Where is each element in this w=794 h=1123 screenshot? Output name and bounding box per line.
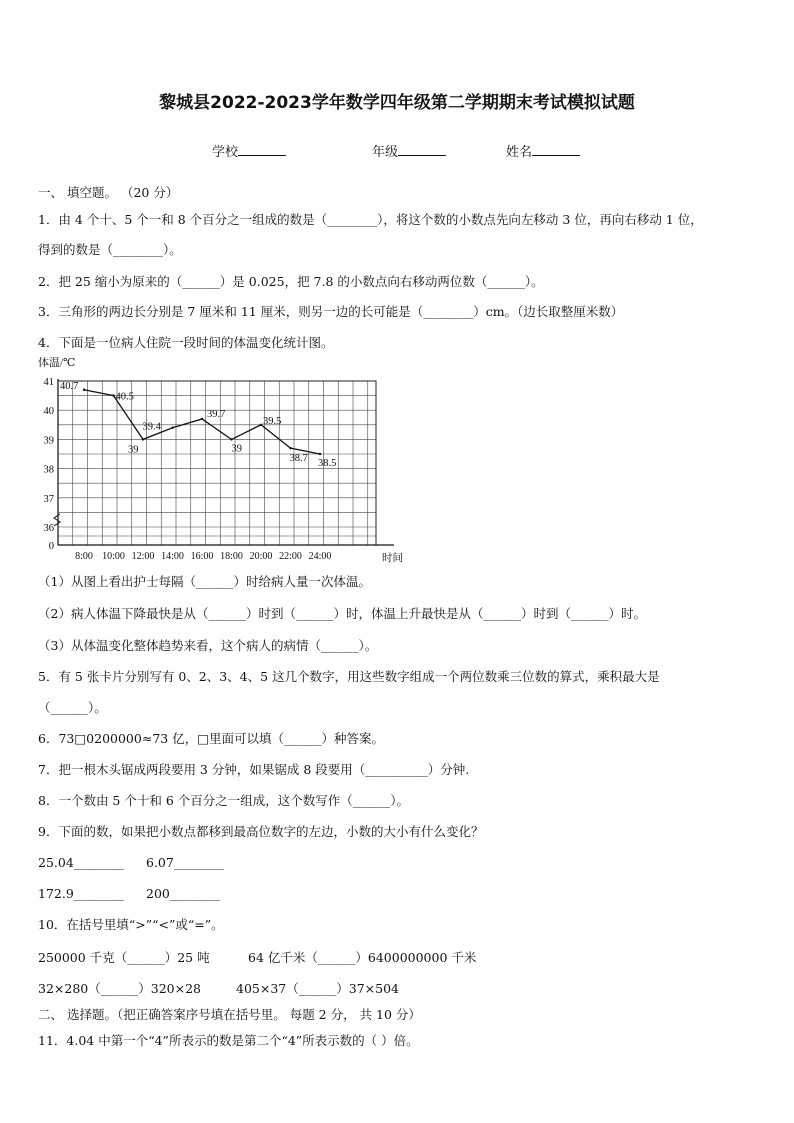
grade-label: 年级 bbox=[372, 145, 399, 160]
y-tick-label: 39 bbox=[43, 435, 54, 447]
x-tick-label: 8:00 bbox=[75, 551, 93, 562]
data-point bbox=[142, 438, 144, 440]
school-field[interactable] bbox=[212, 141, 286, 160]
y-tick-label: 38 bbox=[43, 464, 54, 476]
data-label: 39.7 bbox=[207, 408, 226, 420]
question-4-part-3: （3）从体温变化整体趋势来看，这个病人的病情（______）。 bbox=[38, 638, 378, 653]
data-label: 39 bbox=[128, 444, 139, 456]
grade-field[interactable] bbox=[372, 141, 446, 160]
data-label: 40.5 bbox=[115, 391, 134, 403]
data-label: 39.4 bbox=[142, 421, 161, 433]
question-7: 7．把一根木头锯成两段要用 3 分钟，如果锯成 8 段要用（__________）分钟. bbox=[38, 762, 470, 777]
question-8: 8．一个数由 5 个十和 6 个百分之一组成，这个数写作（______）。 bbox=[38, 793, 410, 808]
name-label: 姓名 bbox=[506, 145, 533, 160]
question-10-item: 32×280（______）320×28 bbox=[38, 981, 201, 996]
x-tick-label: 16:00 bbox=[190, 551, 214, 562]
question-10: 10．在括号里填“>”“<”或“=”。 bbox=[38, 917, 224, 932]
x-tick-label: 20:00 bbox=[249, 551, 273, 562]
section-2-heading: 二、 选择题。（把正确答案序号填在括号里。 每题 2 分， 共 10 分） bbox=[38, 1007, 421, 1022]
y-axis-label: 体温/℃ bbox=[38, 357, 76, 369]
temperature-line-chart bbox=[38, 352, 408, 564]
data-point bbox=[171, 427, 173, 429]
question-4: 4．下面是一位病人住院一段时间的体温变化统计图。 bbox=[38, 335, 334, 350]
name-field[interactable] bbox=[506, 141, 580, 160]
question-9: 9．下面的数，如果把小数点都移到最高位数字的左边，小数的大小有什么变化？ bbox=[38, 824, 484, 839]
data-label: 39.5 bbox=[263, 415, 282, 427]
y-tick-label: 41 bbox=[43, 377, 54, 388]
question-5-line-1: 5．有 5 张卡片分别写有 0、2、3、4、5 这几个数字，用这些数字组成一个两位数乘三位数的算式，乘积最大是 bbox=[38, 669, 660, 684]
question-10-item: 250000 千克（______）25 吨 bbox=[38, 950, 210, 965]
y-tick-label: 40 bbox=[43, 406, 54, 418]
x-tick-label: 14:00 bbox=[161, 551, 184, 562]
data-point bbox=[201, 418, 203, 420]
question-9-item: 25.04________ bbox=[38, 855, 124, 870]
x-tick-label: 18:00 bbox=[220, 551, 243, 562]
x-tick-label: 12:00 bbox=[131, 551, 155, 562]
section-1-heading: 一、 填空题。 （20 分） bbox=[38, 185, 179, 200]
data-label: 38.7 bbox=[289, 453, 308, 465]
data-point bbox=[112, 394, 114, 396]
question-10-item: 405×37（______）37×504 bbox=[236, 981, 399, 996]
question-5-line-2: （______）。 bbox=[38, 700, 107, 715]
question-1-line-1: 1．由 4 个十、5 个一和 8 个百分之一组成的数是（________），将这个数的小数点先向左移动 3 位，再向右移动 1 位， bbox=[38, 212, 703, 227]
y-tick-label: 37 bbox=[43, 493, 54, 505]
x-tick-label: 22:00 bbox=[279, 551, 302, 562]
page-title: 黎城县2022-2023学年数学四年级第二学期期末考试模拟试题 bbox=[159, 93, 635, 113]
y-tick-label: 36 bbox=[43, 523, 54, 534]
question-3: 3．三角形的两边长分别是 7 厘米和 11 厘米，则另一边的长可能是（________）cm。（边长取整厘米数） bbox=[38, 304, 624, 319]
data-point bbox=[319, 453, 321, 455]
data-point bbox=[230, 438, 232, 440]
question-4-part-2: （2）病人体温下降最快是从（______）时到（______）时，体温上升最快是从（______）时到（______）时。 bbox=[38, 606, 646, 621]
question-10-item: 64 亿千米（______）6400000000 千米 bbox=[248, 950, 477, 965]
question-11: 11．4.04 中第一个“4”所表示的数是第二个“4”所表示数的（ ）倍。 bbox=[38, 1033, 419, 1048]
data-label: 39 bbox=[231, 443, 242, 455]
question-6: 6．73□0200000≈73 亿，□里面可以填（______）种答案。 bbox=[38, 731, 385, 746]
school-label: 学校 bbox=[212, 145, 239, 160]
question-4-part-1: （1）从图上看出护士每隔（______）时给病人量一次体温。 bbox=[38, 574, 371, 589]
question-2: 2．把 25 缩小为原来的（______）是 0.025，把 7.8 的小数点向右移动两位数（______）。 bbox=[38, 274, 544, 289]
question-1-line-2: 得到的数是（________）。 bbox=[38, 242, 182, 257]
question-9-item: 6.07________ bbox=[146, 855, 224, 870]
data-point bbox=[83, 389, 85, 391]
x-axis-label: 时间 bbox=[382, 553, 403, 564]
x-tick-label: 10:00 bbox=[102, 551, 125, 562]
question-9-item: 200________ bbox=[146, 886, 220, 901]
data-point bbox=[289, 447, 291, 449]
axis-break-mark bbox=[54, 514, 60, 526]
x-tick-label: 24:00 bbox=[308, 551, 332, 562]
question-9-item: 172.9________ bbox=[38, 886, 124, 901]
y-tick-label: 0 bbox=[48, 541, 54, 552]
data-point bbox=[260, 424, 262, 426]
data-label: 38.5 bbox=[318, 458, 337, 469]
data-label: 40.7 bbox=[60, 380, 79, 392]
